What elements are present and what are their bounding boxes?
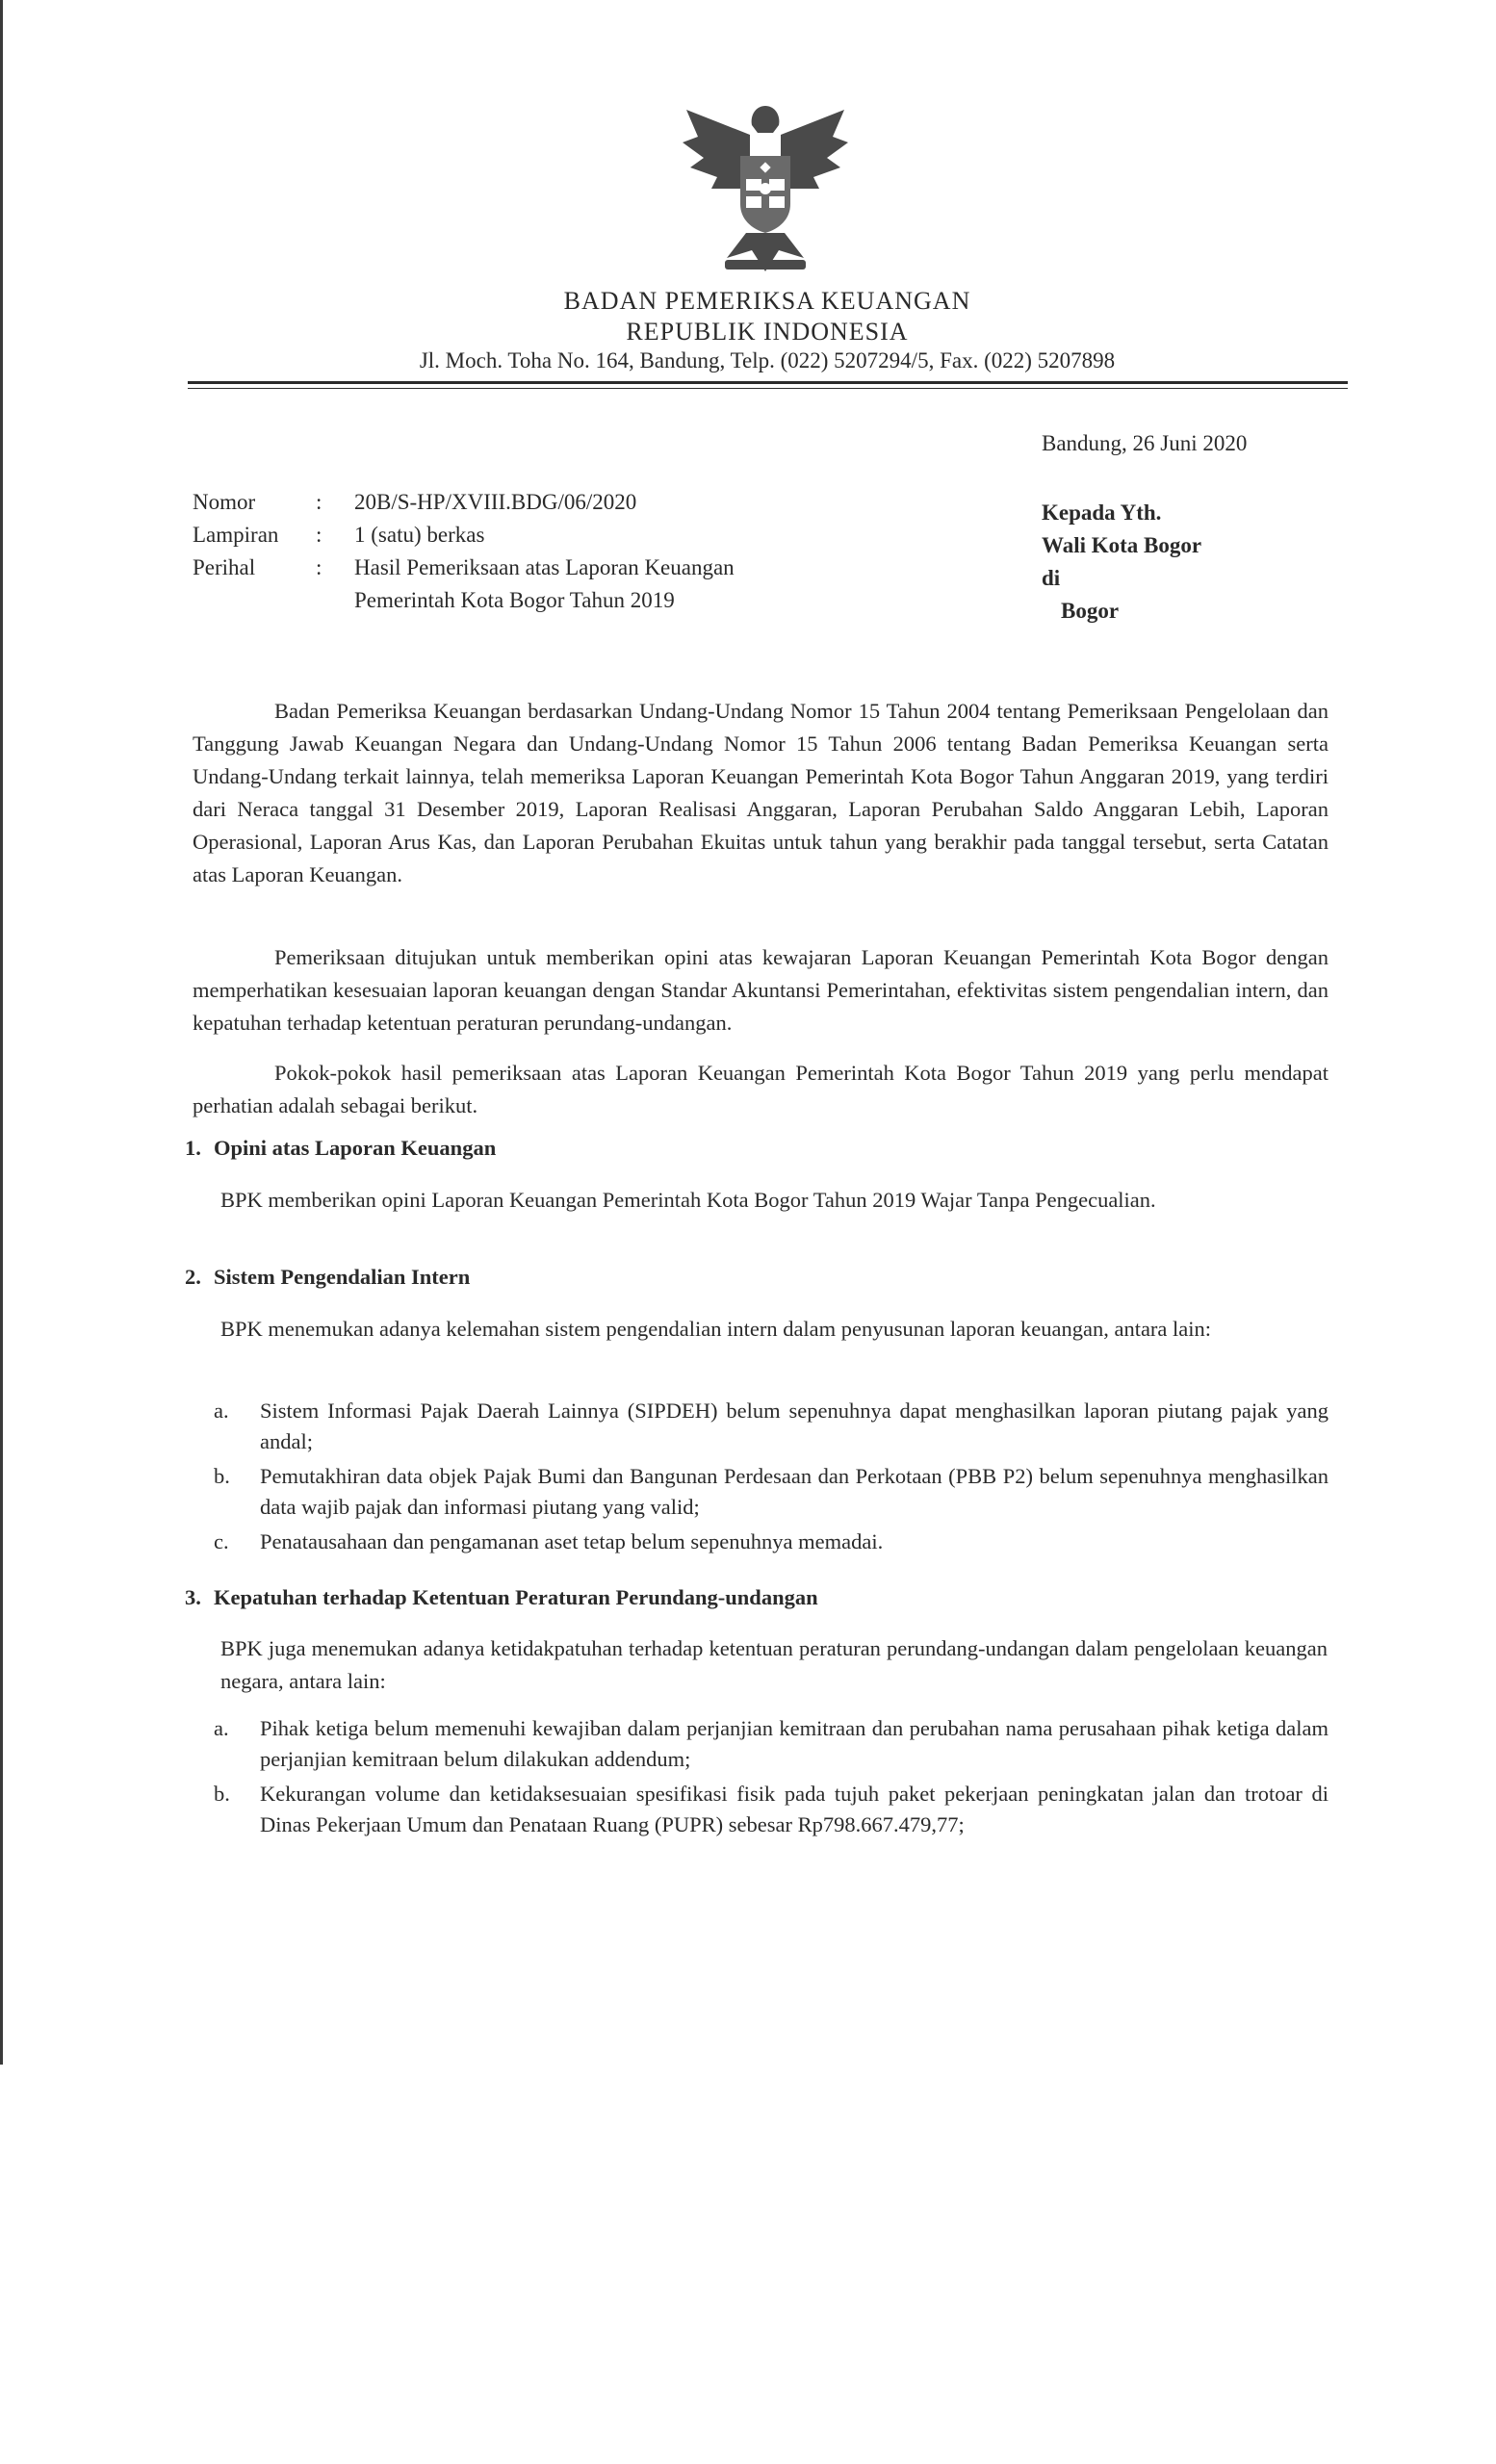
recipient-title: Wali Kota Bogor — [1042, 533, 1202, 557]
garuda-emblem-icon — [669, 89, 862, 281]
section-body-opinion: BPK memberikan opini Laporan Keuangan Pemerintah Kota Bogor Tahun 2019 Wajar Tanpa Pengecualian. — [220, 1188, 1156, 1212]
paragraph-intro: Badan Pemeriksa Keuangan berdasarkan Undang-Undang Nomor 15 Tahun 2004 tentang Pemeriksaan Pengelolaan dan Tanggung Jawab Keuangan Negara dan Undang-Undang Nomor 15 Tahun 2006 tentang Badan Pemeriksa Keuangan serta Undang-Undang terkait lainnya, telah memeriksa Laporan Keuangan Pemerintah Kota Bogor Tahun Anggaran 2019, yang terdiri dari Neraca tanggal 31 Desember 2019, Laporan Realisasi Anggaran, Laporan Perubahan Saldo Anggaran Lebih, Laporan Operasional, Laporan Arus Kas, dan Laporan Perubahan Ekuitas untuk tahun yang berakhir pada tanggal tersebut, serta Catatan atas Laporan Keuangan. — [193, 699, 1328, 886]
list-item: c. Penatausahaan dan pengamanan aset tetap belum sepenuhnya memadai. — [214, 1529, 884, 1553]
colon: : — [316, 490, 322, 514]
perihal-label: Perihal — [193, 555, 256, 579]
internal-control-findings — [214, 1396, 1328, 1561]
paragraph-purpose: Pemeriksaan ditujukan untuk memberikan opini atas kewajaran Laporan Keuangan Pemerintah Kota Bogor dengan memperhatikan kesesuaian laporan keuangan dengan Standar Akuntansi Pemerintahan, efektivitas sistem pengendalian intern, dan kepatuhan terhadap ketentuan peraturan perundang-undangan. — [193, 945, 1328, 1035]
section-heading-compliance: 3. Kepatuhan terhadap Ketentuan Peraturan Perundang-undangan — [185, 1585, 818, 1609]
paragraph-summary: Pokok-pokok hasil pemeriksaan atas Laporan Keuangan Pemerintah Kota Bogor Tahun 2019 yang perlu mendapat perhatian adalah sebagai berikut. — [193, 1061, 1328, 1117]
section-body-internal-control: BPK menemukan adanya kelemahan sistem pengendalian intern dalam penyusunan laporan keuangan, antara lain: — [220, 1317, 1212, 1341]
colon: : — [316, 555, 322, 579]
recipient-salutation: Kepada Yth. — [1042, 500, 1162, 525]
recipient-city: Bogor — [1061, 599, 1120, 623]
lampiran-value: 1 (satu) berkas — [354, 523, 485, 547]
list-item: b. Pemutakhiran data objek Pajak Bumi dan Bangunan Perdesaan dan Perkotaan (PBB P2) belum sepenuhnya menghasilkan data wajib pajak dan informasi piutang yang valid; — [214, 1464, 1328, 1519]
recipient-block — [1042, 497, 1201, 628]
nomor-label: Nomor — [193, 490, 256, 514]
colon: : — [316, 523, 322, 547]
list-item: a. Pihak ketiga belum memenuhi kewajiban dalam perjanjian kemitraan dan perubahan nama perusahaan pihak ketiga dalam perjanjian kemitraan belum dilakukan addendum; — [214, 1716, 1328, 1771]
letterhead-address: Jl. Moch. Toha No. 164, Bandung, Telp. (022) 5207294/5, Fax. (022) 5207898 — [419, 348, 1116, 372]
lampiran-label: Lampiran — [193, 523, 279, 547]
letterhead-rule-thick — [188, 381, 1348, 384]
section-body-compliance: BPK juga menemukan adanya ketidakpatuhan terhadap ketentuan peraturan perundang-undangan dalam pengelolaan keuangan negara, antara lain: — [220, 1636, 1328, 1693]
perihal-value-1: Hasil Pemeriksaan atas Laporan Keuangan — [354, 555, 735, 579]
section-heading-internal-control: 2. Sistem Pengendalian Intern — [185, 1265, 471, 1289]
letterhead-rule-thin — [188, 388, 1348, 389]
perihal-value-2: Pemerintah Kota Bogor Tahun 2019 — [354, 588, 675, 612]
letter-date: Bandung, 26 Juni 2020 — [1042, 431, 1248, 455]
section-heading-opinion: 1. Opini atas Laporan Keuangan — [185, 1136, 497, 1160]
letter-metadata — [193, 486, 735, 617]
list-item: b. Kekurangan volume dan ketidaksesuaian spesifikasi fisik pada tujuh paket pekerjaan peningkatan jalan dan trotoar di Dinas Pekerjaan Umum dan Penataan Ruang (PUPR) sebesar Rp798.667.479,77; — [214, 1782, 1328, 1836]
compliance-findings — [214, 1713, 1328, 1844]
letterhead-country: REPUBLIK INDONESIA — [626, 318, 909, 346]
letterhead-agency: BADAN PEMERIKSA KEUANGAN — [563, 287, 971, 315]
list-item: a. Sistem Informasi Pajak Daerah Lainnya (SIPDEH) belum sepenuhnya dapat menghasilkan laporan piutang pajak yang andal; — [214, 1399, 1328, 1453]
nomor-value: 20B/S-HP/XVIII.BDG/06/2020 — [354, 490, 637, 514]
recipient-di: di — [1042, 566, 1061, 590]
